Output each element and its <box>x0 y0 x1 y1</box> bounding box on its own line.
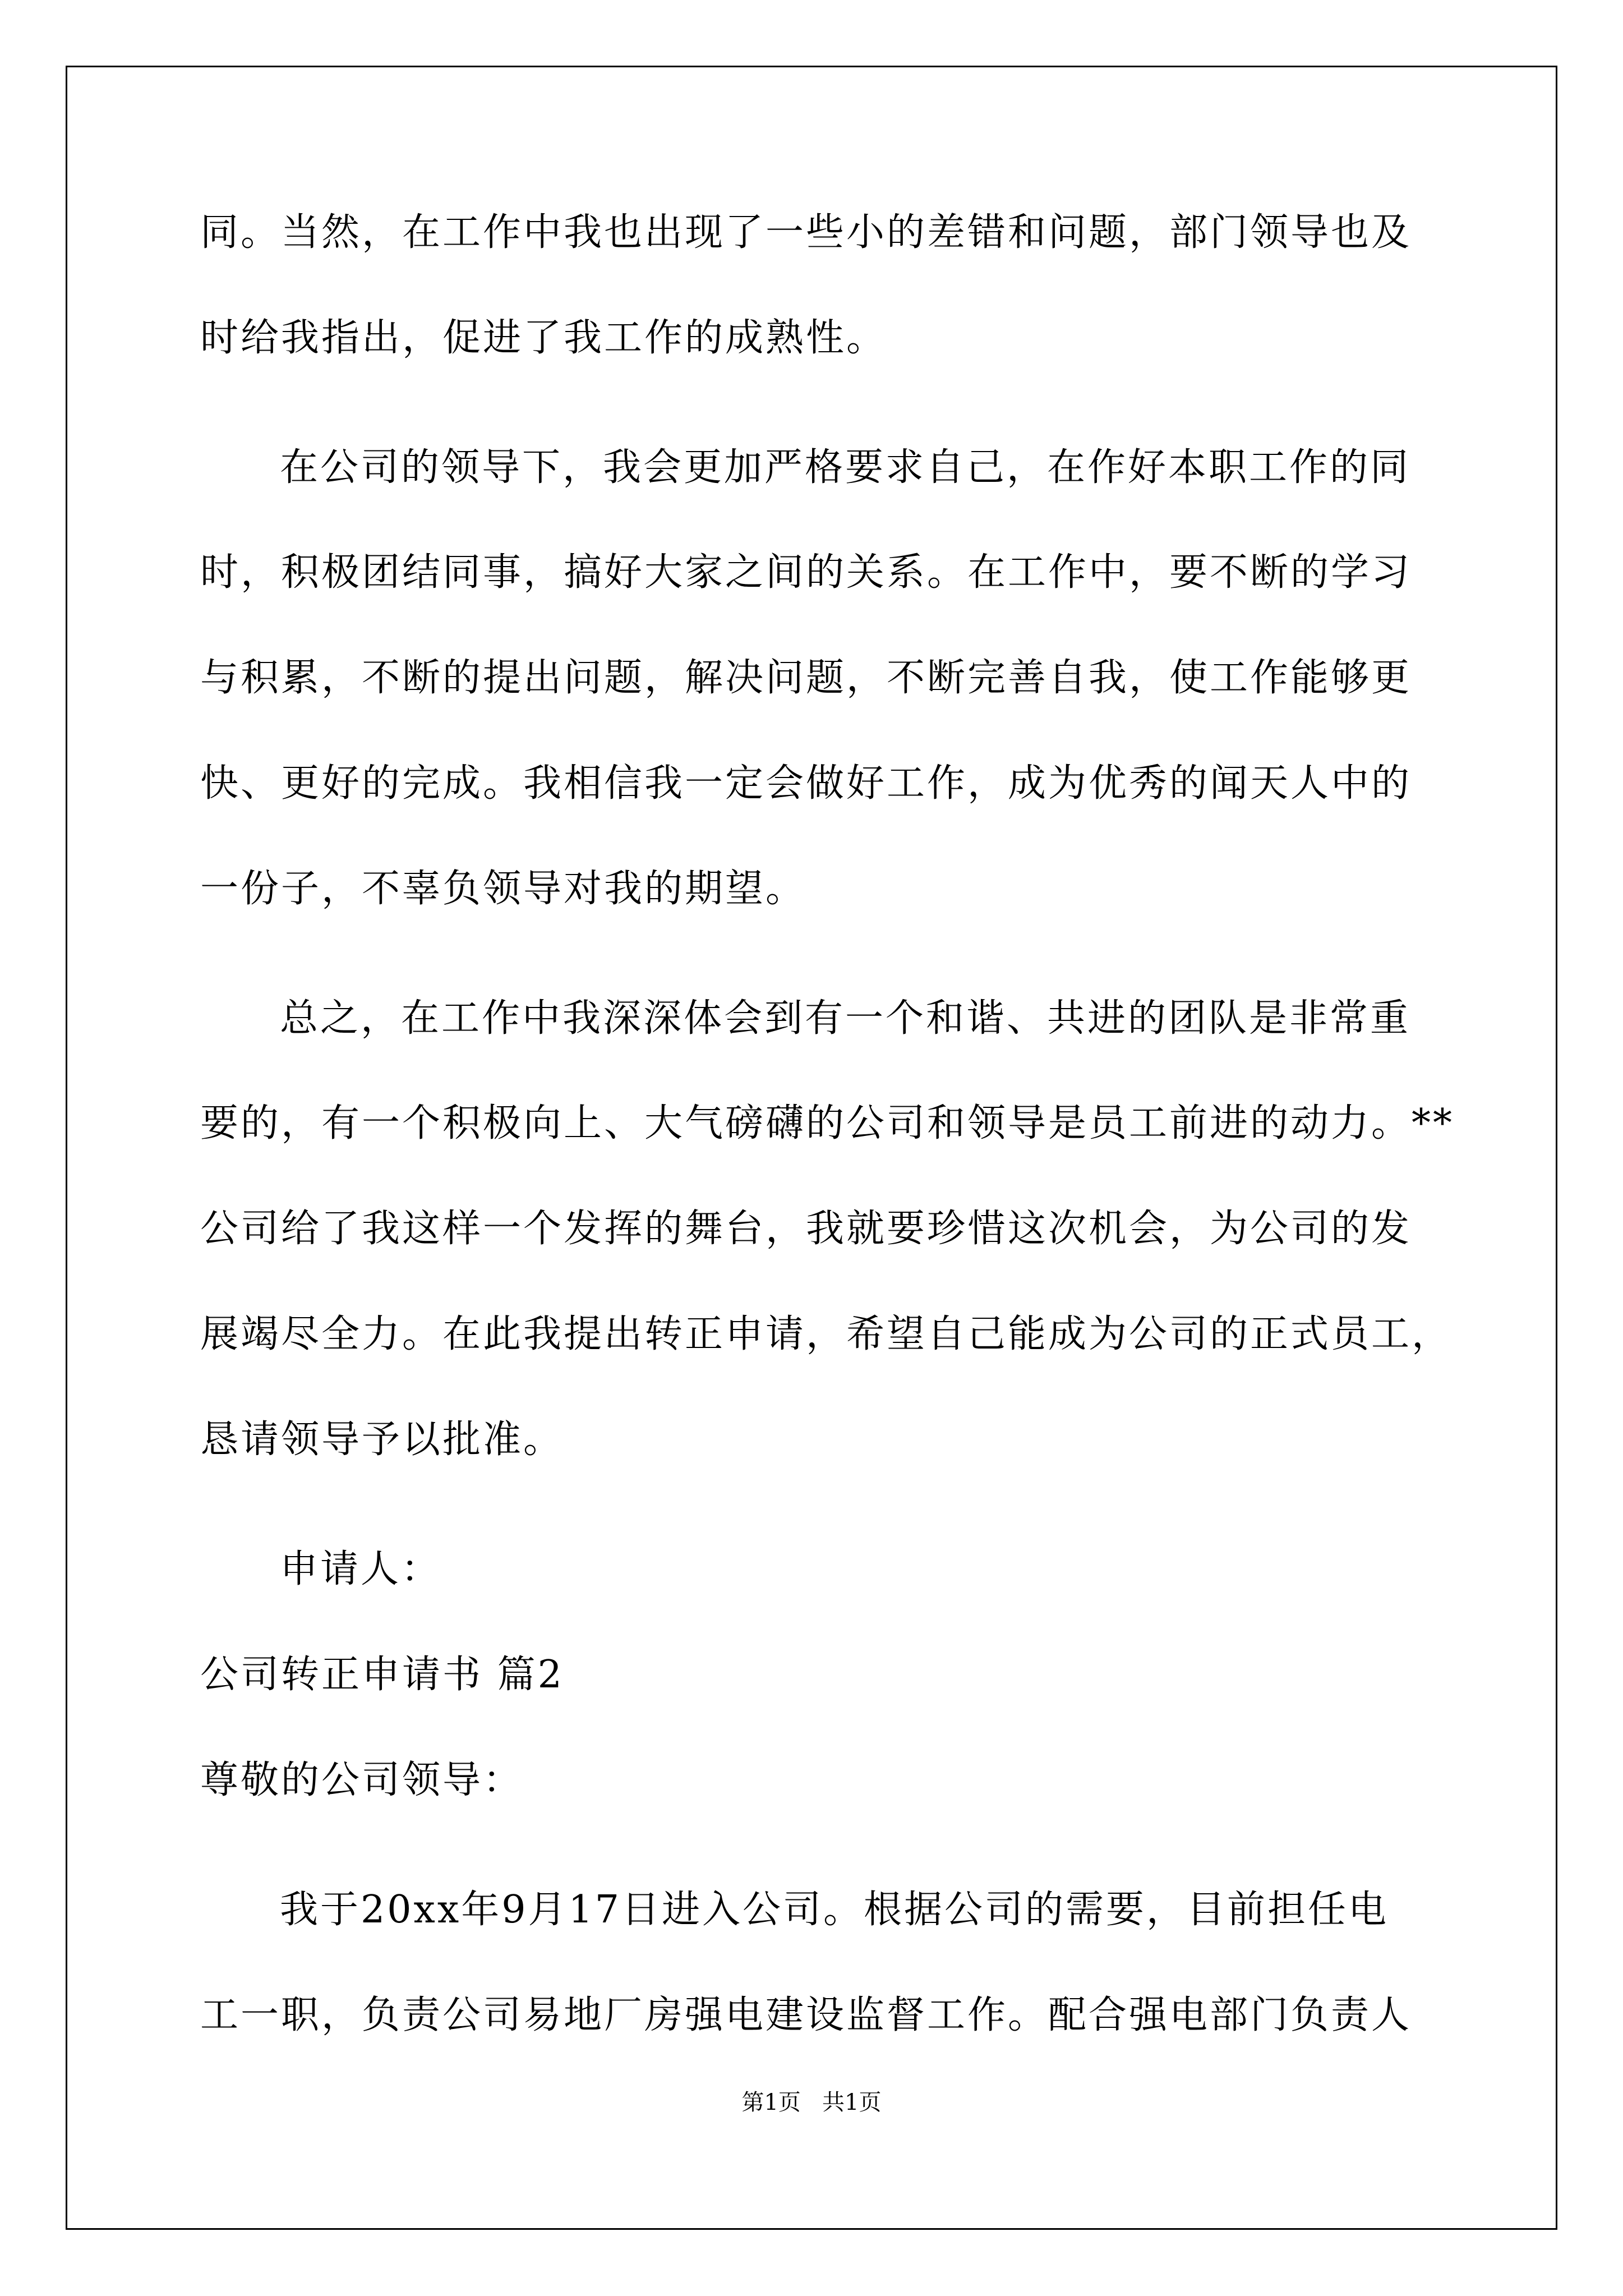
section-heading: 公司转正申请书 篇2 <box>200 1653 564 1697</box>
text-line: 时，积极团结同事，搞好大家之间的关系。在工作中，要不断的学习 <box>200 550 1412 595</box>
text-line: 时给我指出，促进了我工作的成熟性。 <box>200 316 887 360</box>
text-line: 展竭尽全力。在此我提出转正申请，希望自己能成为公司的正式员工， <box>200 1312 1453 1356</box>
text-line: 公司给了我这样一个发挥的舞台，我就要珍惜这次机会，为公司的发 <box>200 1207 1412 1251</box>
salutation: 尊敬的公司领导： <box>200 1758 524 1802</box>
paragraph-start-line: 我于20xx年9月17日进入公司。根据公司的需要，目前担任电 <box>280 1888 1389 1932</box>
text-line: 与积累，不断的提出问题，解决问题，不断完善自我，使工作能够更 <box>200 656 1412 700</box>
text-line: 工一职，负责公司易地厂房强电建设监督工作。配合强电部门负责人 <box>200 1993 1412 2037</box>
text-line: 恳请领导予以批准。 <box>200 1418 564 1462</box>
text-line: 要的，有一个积极向上、大气磅礴的公司和领导是员工前进的动力。** <box>200 1101 1455 1145</box>
applicant-label: 申请人： <box>280 1547 442 1591</box>
paragraph-start-line: 总之，在工作中我深深体会到有一个和谐、共进的团队是非常重 <box>280 996 1411 1041</box>
page-footer: 第1页 共1页 <box>741 2090 882 2115</box>
text-line: 同。当然，在工作中我也出现了一些小的差错和问题，部门领导也及 <box>200 210 1412 255</box>
text-line: 一份子，不辜负领导对我的期望。 <box>200 867 806 911</box>
paragraph-start-line: 在公司的领导下，我会更加严格要求自己，在作好本职工作的同 <box>280 445 1411 490</box>
text-line: 快、更好的完成。我相信我一定会做好工作，成为优秀的闻天人中的 <box>200 761 1412 806</box>
